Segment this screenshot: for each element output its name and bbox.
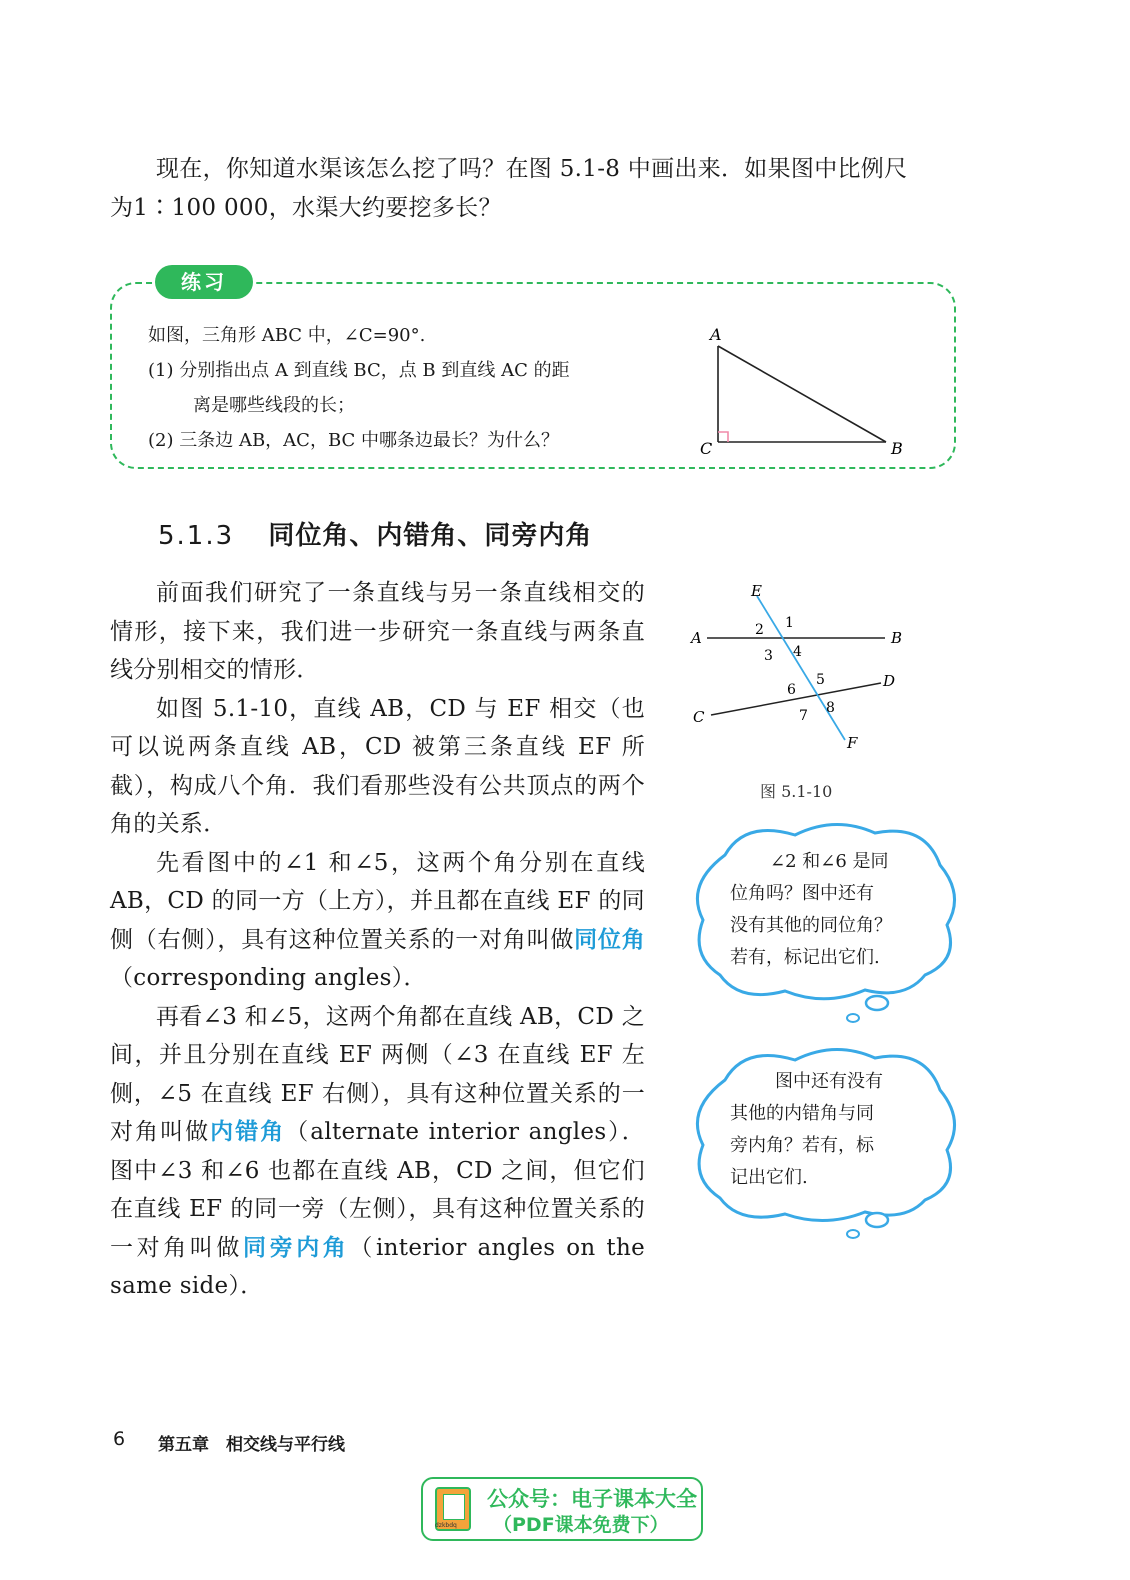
book-icon [435,1487,471,1531]
cloud-1-text [730,846,925,974]
term-interior-angles-same-side: 同旁内角 [243,1234,350,1261]
body-paragraph-4-english: （interior angles on the same side）． [110,1234,645,1299]
exercise-text [148,318,668,458]
book-icon-caption: dzkbdq [435,1522,457,1529]
figure-label-f: F [847,734,858,752]
cloud-2-line-3: 旁内角？若有，标 [730,1135,874,1156]
figure-label-d: D [883,672,896,690]
intro-line-1: 现在，你知道水渠该怎么挖了吗？在图 5.1-8 中画出来．如果图中比例尺 [156,156,908,182]
cloud-2-text [730,1066,925,1194]
cloud-1-line-3: 没有其他的同位角？ [730,915,892,936]
chapter-title: 第五章 相交线与平行线 [158,1435,345,1455]
book-icon-inner [443,1494,465,1520]
page-number: 6 [113,1428,126,1450]
cloud-1-line-1: ∠2 和∠6 是同 [770,851,889,872]
angle-label-8: 8 [826,700,835,716]
triangle-label-c: C [700,439,713,458]
body-paragraph-4 [110,998,645,1306]
angle-label-3: 3 [764,648,773,664]
body-text [110,574,645,1306]
body-paragraph-3 [110,844,645,998]
angle-label-4: 4 [793,644,802,660]
exercise-label: 练习 [155,265,253,299]
transversal-figure [685,580,915,760]
figure-label-b: B [891,629,903,647]
exercise-q1-line2: 离是哪些线段的长； [193,395,355,416]
exercise-q2: (2) 三条边 AB，AC，BC 中哪条边最长？为什么？ [148,430,559,451]
triangle-label-b: B [891,439,903,458]
cloud-2-line-2: 其他的内错角与同 [730,1103,874,1124]
exercise-prompt: 如图，三角形 ABC 中，∠C=90°. [148,325,426,346]
body-paragraph-3-text: 先看图中的∠1 和∠5，这两个角分别在直线 AB，CD 的同一方（上方），并且都在直线 EF 的同侧（右侧），具有这种位置关系的一对角叫做 [110,849,645,953]
cloud-2-line-1: 图中还有没有 [775,1071,883,1092]
figure-caption: 图 5.1-10 [760,782,833,801]
section-heading [158,518,592,554]
cloud-1-line-4: 若有，标记出它们. [730,947,880,968]
body-paragraph-4-text: 再看∠3 和∠5，这两个角都在直线 AB，CD 之间，并且分别在直线 EF 两侧（∠3 在直线 EF 左侧，∠5 在直线 EF 右侧），具有这种位置关系的一对角叫做 [110,1003,645,1145]
figure-label-c: C [693,708,705,726]
figure-label-e: E [751,582,762,600]
angle-label-6: 6 [787,682,796,698]
body-paragraph-3-english: （corresponding angles）． [110,965,427,991]
section-number: 5.1.3 [158,521,235,551]
section-title: 同位角、内错角、同旁内角 [268,521,593,551]
angle-label-1: 1 [785,615,794,631]
body-paragraph-2: 如图 5.1-10，直线 AB，CD 与 EF 相交（也可以说两条直线 AB，CD 被第三条直线 EF 所截），构成八个角．我们看那些没有公共顶点的两个角的关系． [110,695,645,837]
body-paragraph-4-middle: （alternate interior angles）．图中∠3 和∠6 也都在直线 AB，CD 之间，但它们在直线 EF 的同一旁（左侧），具有这种位置关系的一对角叫做 [110,1119,645,1261]
term-alternate-interior-angles: 内错角 [210,1119,286,1145]
cloud-1-line-2: 位角吗？图中还有 [730,883,874,904]
intro-text [110,150,960,227]
badge-line-2: （PDF课本免费下） [493,1514,669,1536]
triangle-figure [690,320,920,465]
intro-line-2: 为1∶100 000，水渠大约要挖多长？ [110,194,502,221]
cloud-2-line-4: 记出它们. [730,1167,808,1188]
angle-label-7: 7 [799,708,808,724]
figure-label-a: A [691,629,702,647]
body-paragraph-1: 前面我们研究了一条直线与另一条直线相交的情形，接下来，我们进一步研究一条直线与两条直线分别相交的情形． [110,580,645,683]
badge-line-1: 公众号：电子课本大全 [487,1487,697,1511]
triangle-label-a: A [710,325,722,344]
angle-label-5: 5 [816,672,825,688]
angle-label-2: 2 [755,622,764,638]
term-corresponding-angles: 同位角 [574,926,646,953]
exercise-q1-line1: (1) 分别指出点 A 到直线 BC，点 B 到直线 AC 的距 [148,360,570,381]
promo-badge[interactable] [421,1477,703,1541]
